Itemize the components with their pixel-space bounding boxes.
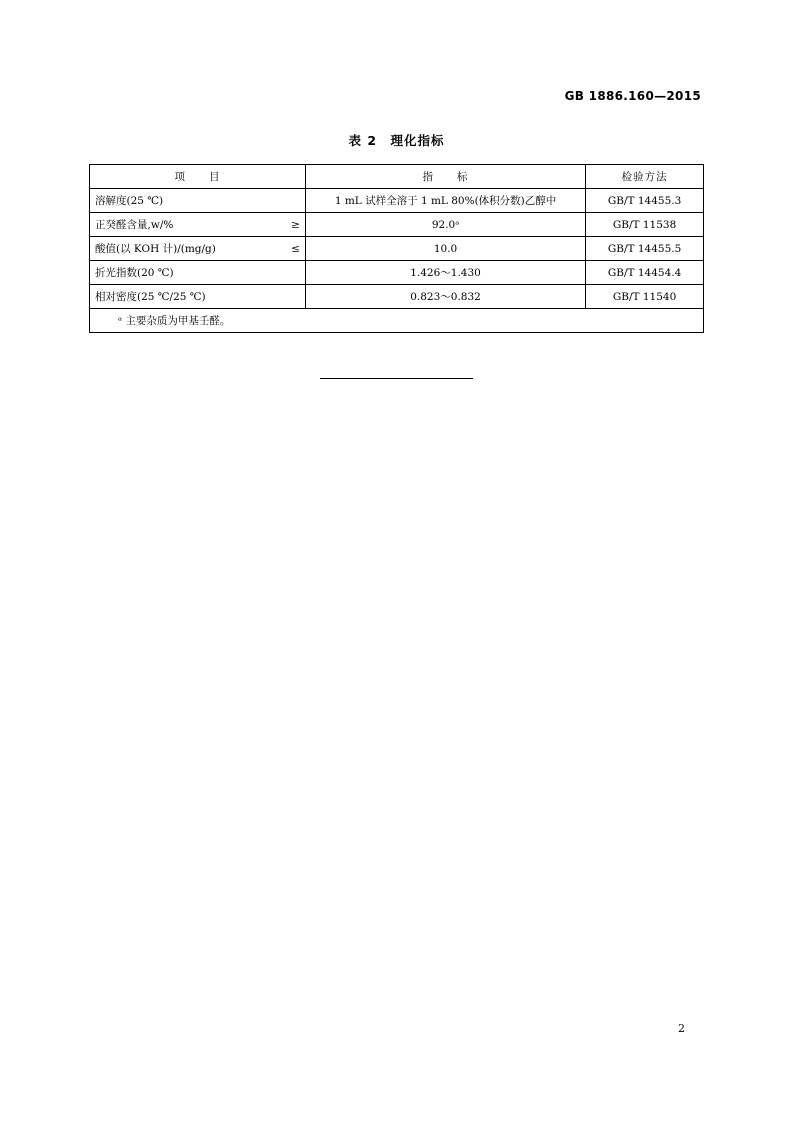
- standard-code: GB 1886.160—2015: [564, 89, 701, 103]
- row-item: [90, 285, 306, 309]
- row-item: [90, 189, 306, 213]
- row-item: [90, 261, 306, 285]
- physicochemical-spec-table: [89, 164, 704, 333]
- row-spec: 92.0ᵃ: [305, 213, 585, 237]
- column-header-item: 项 目: [90, 165, 306, 189]
- row-method: GB/T 14455.3: [586, 189, 704, 213]
- column-header-spec: 指 标: [305, 165, 585, 189]
- comparison-symbol: ≥: [291, 218, 300, 231]
- row-method: GB/T 14455.5: [586, 237, 704, 261]
- table-row: [90, 189, 704, 213]
- row-spec: 0.823～0.832: [305, 285, 585, 309]
- comparison-symbol: ≤: [291, 242, 300, 255]
- row-method: GB/T 11540: [586, 285, 704, 309]
- row-spec: 1 mL 试样全溶于 1 mL 80%(体积分数)乙醇中: [305, 189, 585, 213]
- end-rule: [320, 378, 473, 379]
- item-label: 相对密度(25 ℃/25 ℃): [95, 291, 206, 303]
- table-row: [90, 213, 704, 237]
- item-label: 折光指数(20 ℃): [95, 267, 174, 279]
- table-header-row: [90, 165, 704, 189]
- table-footnote-row: [90, 309, 704, 333]
- row-spec: 1.426～1.430: [305, 261, 585, 285]
- row-item: [90, 237, 306, 261]
- table-row: [90, 285, 704, 309]
- table-title: 表 2 理化指标: [348, 133, 445, 148]
- item-label: 溶解度(25 ℃): [95, 195, 164, 207]
- row-method: GB/T 14454.4: [586, 261, 704, 285]
- table-row: [90, 261, 704, 285]
- table-row: [90, 237, 704, 261]
- column-header-method: 检验方法: [586, 165, 704, 189]
- row-method: GB/T 11538: [586, 213, 704, 237]
- item-label: 酸值(以 KOH 计)/(mg/g): [95, 243, 216, 255]
- row-item: [90, 213, 306, 237]
- page-number: 2: [678, 1022, 685, 1035]
- item-label: 正癸醛含量,w/%: [95, 219, 174, 231]
- row-spec: 10.0: [305, 237, 585, 261]
- table-footnote: ᵃ 主要杂质为甲基壬醛。: [90, 309, 704, 333]
